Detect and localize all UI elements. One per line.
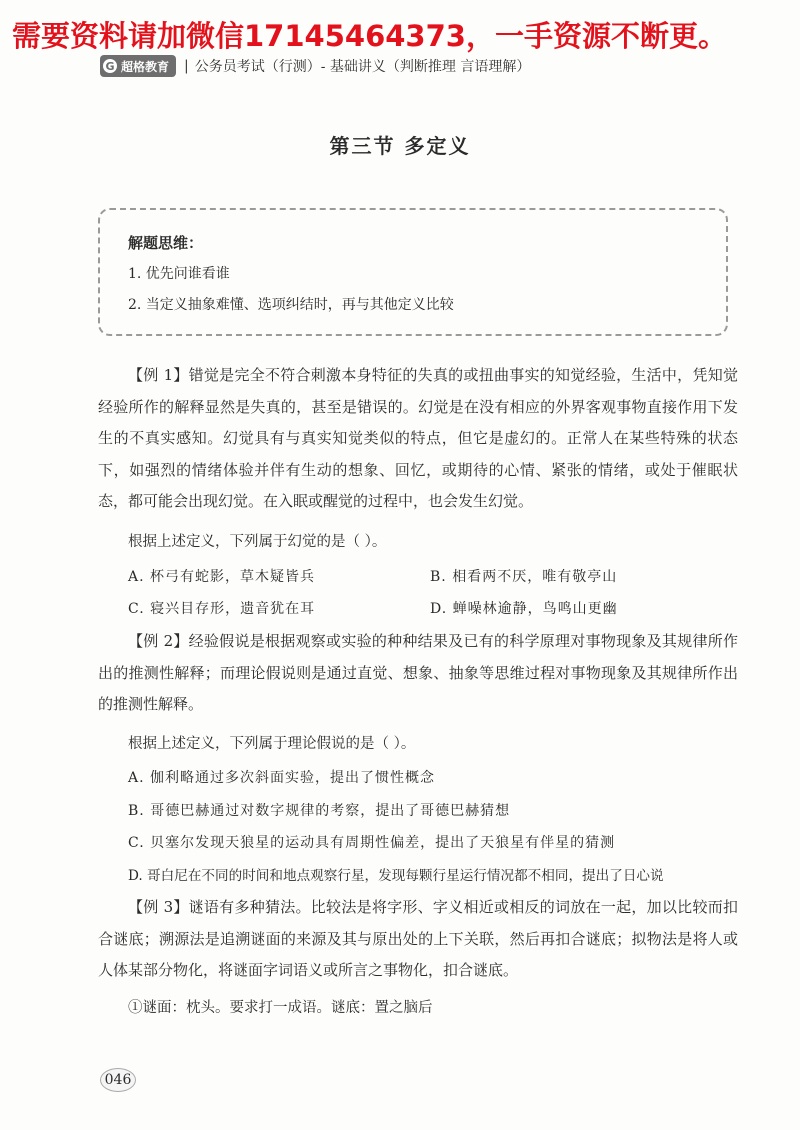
example3-text: 【例 3】谜语有多种猜法。比较法是将字形、字义相近或相反的词放在一起，加以比较而扣合谜底；溯源法是追溯谜面的来源及其与原出处的上下关联，然后再扣合谜底；拟物法是将人或人体某部分物化，将谜面字词语义或所言之事物化，扣合谜底。: [98, 898, 738, 979]
example1-option-d: D. 蝉噪林逾静，鸟鸣山更幽: [430, 601, 618, 617]
example1-option-c: C. 寝兴目存形，遗音犹在耳: [128, 601, 316, 617]
section-title: 第三节 多定义: [329, 134, 471, 158]
example1-option-b: B. 相看两不厌，唯有敬亭山: [430, 569, 618, 585]
tip-item: 1. 优先问谁看谁: [128, 266, 230, 282]
example1-option-a: A. 杯弓有蛇影，草木疑皆兵: [128, 569, 316, 585]
example2-text: 【例 2】经验假说是根据观察或实验的种种结果及已有的科学原理对事物现象及其规律所作出的推测性解释；而理论假说则是通过直觉、想象、抽象等思维过程对事物现象及其规律所作出的推测性解释。: [98, 632, 738, 713]
logo-text: 超格教育: [121, 59, 170, 74]
running-header: [100, 54, 530, 78]
example1-question: 根据上述定义，下列属于幻觉的是（ ）。: [128, 534, 387, 550]
example2-option-d: D. 哥白尼在不同的时间和地点观察行星，发现每颗行星运行情况都不相同，提出了日心说: [128, 868, 664, 884]
ad-banner: 需要资料请加微信17145464373，一手资源不断更。: [12, 19, 727, 53]
example2-option-a: A. 伽利略通过多次斜面实验，提出了惯性概念: [128, 770, 436, 786]
example2-question: 根据上述定义，下列属于理论假说的是（ ）。: [128, 736, 416, 752]
example1-text: 【例 1】错觉是完全不符合刺激本身特征的失真的或扭曲事实的知觉经验，生活中，凭知觉经验所作的解释显然是失真的，甚至是错误的。幻觉是在没有相应的外界客观事物直接作用下发生的不真实感知。幻觉具有与真实知觉类似的特点，但它是虚幻的。正常人在某些特殊的状态下，如强烈的情绪体验并伴有生动的想象、回忆，或期待的心情、紧张的情绪，或处于催眠状态，都可能会出现幻觉。在入眠或醒觉的过程中，也会发生幻觉。: [98, 366, 738, 510]
course-title: 公务员考试（行测）- 基础讲义（判断推理 言语理解）: [194, 59, 531, 75]
page-number: 046: [100, 1068, 136, 1092]
logo-icon: G: [103, 59, 117, 73]
tip-item: 2. 当定义抽象难懂、选项纠结时，再与其他定义比较: [128, 297, 454, 313]
header-separator: |: [184, 58, 189, 74]
example3-riddle: ①谜面：枕头。要求打一成语。谜底：置之脑后: [128, 1000, 433, 1016]
publisher-logo: [100, 55, 176, 77]
example2-option-b: B. 哥德巴赫通过对数字规律的考察，提出了哥德巴赫猜想: [128, 803, 511, 819]
tips-title: 解题思维：: [128, 234, 204, 252]
example2-option-c: C. 贝塞尔发现天狼星的运动具有周期性偏差，提出了天狼星有伴星的猜测: [128, 835, 616, 851]
